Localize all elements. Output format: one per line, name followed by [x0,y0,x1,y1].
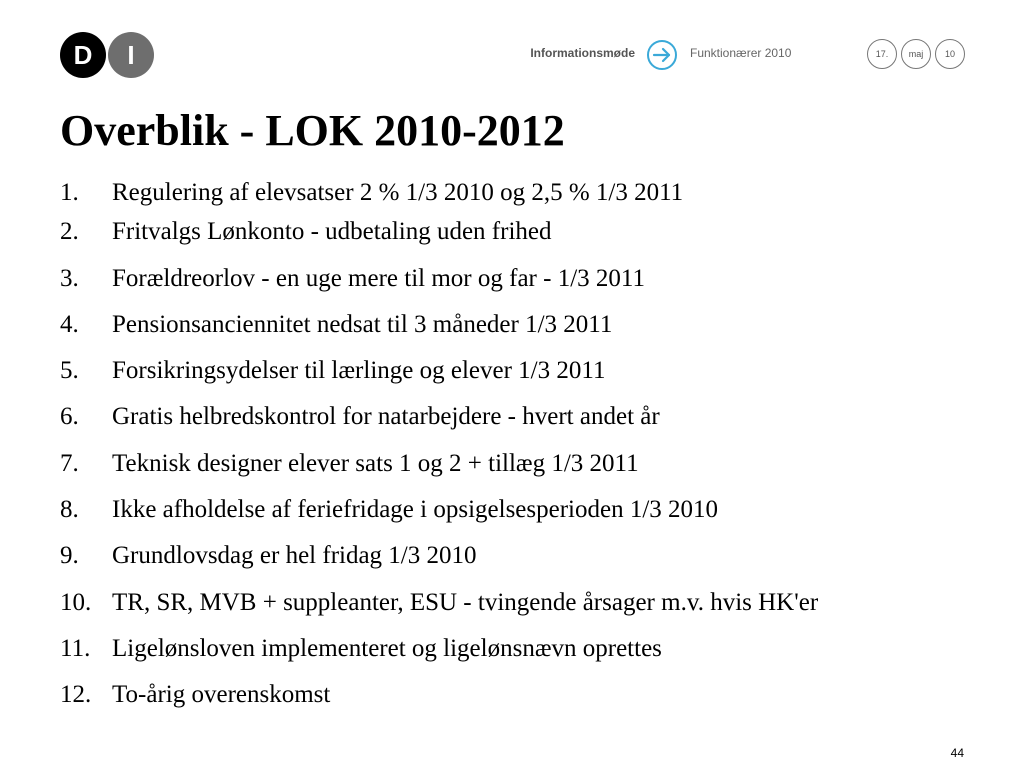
list-item-text: Gratis helbredskontrol for natarbejdere - hvert andet år [112,403,660,430]
list-item-number: 11. [60,635,91,662]
date-year-badge: 10 [935,39,965,69]
list-item-text: Grundlovsdag er hel fridag 1/3 2010 [112,542,477,569]
list-item-text: Forældreorlov - en uge mere til mor og far - 1/3 2011 [112,265,645,292]
header-left-label: Informationsmøde [530,46,635,60]
list-item-number: 6. [60,403,79,430]
logo-i-circle: I [108,32,154,78]
list-item-number: 4. [60,311,79,338]
list-item-number: 12. [60,681,92,708]
header-right-label: Funktionærer 2010 [690,46,792,60]
list-item-number: 10. [60,589,92,616]
slide-title: Overblik - LOK 2010-2012 [60,106,565,155]
list-item-text: Forsikringsydelser til lærlinge og elever 1/3 2011 [112,357,606,384]
list-item-number: 9. [60,542,79,569]
list-item-text: To-årig overenskomst [112,681,331,708]
list-item-number: 2. [60,218,79,245]
page-number: 44 [950,746,964,760]
list-item-text: TR, SR, MVB + suppleanter, ESU - tvingende årsager m.v. hvis HK'er [112,589,819,616]
list-item-text: Teknisk designer elever sats 1 og 2 + tillæg 1/3 2011 [112,450,639,477]
list-item-number: 1. [60,179,79,206]
logo-d-circle: D [60,32,106,78]
list-item-text: Regulering af elevsatser 2 % 1/3 2010 og 2,5 % 1/3 2011 [112,179,684,206]
list-item-text: Pensionsanciennitet nedsat til 3 måneder 1/3 2011 [112,311,613,338]
list-item-text: Ligelønsloven implementeret og ligelønsnævn oprettes [112,635,662,662]
date-day-badge: 17. [867,39,897,69]
list-item-number: 5. [60,357,79,384]
date-month-badge: maj [901,39,931,69]
list-item-text: Ikke afholdelse af feriefridage i opsigelsesperioden 1/3 2010 [112,496,719,523]
list-item-number: 7. [60,450,79,477]
list-item-text: Fritvalgs Lønkonto - udbetaling uden frihed [112,218,552,245]
arrow-right-icon [645,38,679,72]
list-item-number: 3. [60,265,79,292]
list-item-number: 8. [60,496,79,523]
